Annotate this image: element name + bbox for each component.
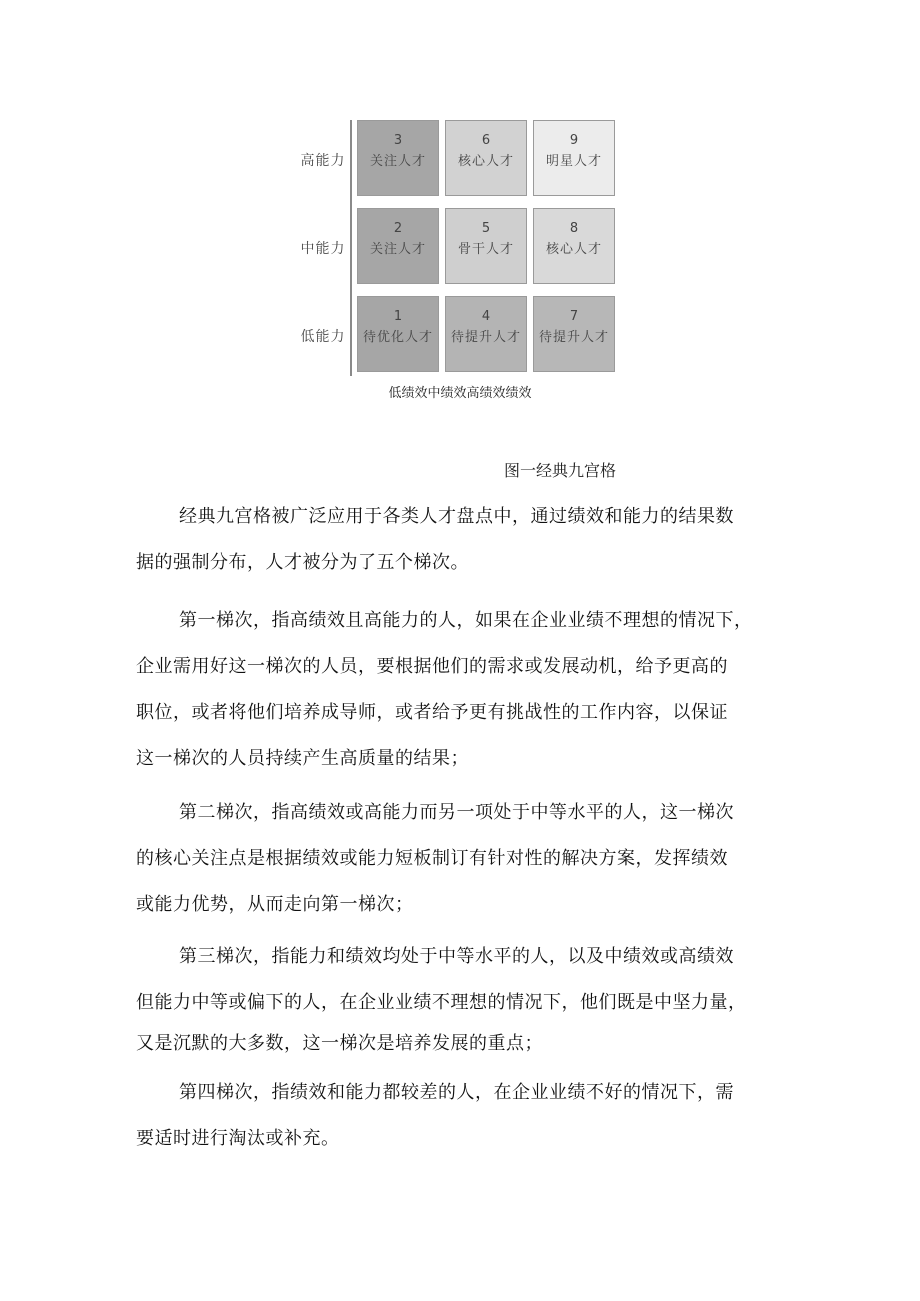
grid-cell xyxy=(533,120,615,196)
paragraph xyxy=(136,494,796,586)
grid-cell xyxy=(445,120,527,196)
y-label-low: 低能力 xyxy=(300,329,346,345)
cell-label: 关注人才 xyxy=(369,154,426,169)
paragraph-line: 要适时进行淘汰或补充。 xyxy=(136,1128,340,1149)
paragraph-line: 经典九宫格被广泛应用于各类人才盘点中，通过绩效和能力的结果数 xyxy=(179,506,734,527)
cell-number: 5 xyxy=(481,221,491,236)
paragraph-line: 第二梯次，指高绩效或高能力而另一项处于中等水平的人，这一梯次 xyxy=(179,802,734,823)
cell-number: 3 xyxy=(393,133,403,148)
paragraph-line: 第一梯次，指高绩效且高能力的人，如果在企业业绩不理想的情况下， xyxy=(179,610,753,631)
grid-cell xyxy=(445,208,527,284)
grid-cell xyxy=(533,296,615,372)
grid-cell xyxy=(357,208,439,284)
y-label-high: 高能力 xyxy=(300,153,346,169)
grid-cell xyxy=(357,120,439,196)
paragraph-line: 企业需用好这一梯次的人员，要根据他们的需求或发展动机，给予更高的 xyxy=(136,656,728,677)
cell-label: 骨干人才 xyxy=(457,242,514,257)
y-axis-line xyxy=(350,120,352,376)
cell-number: 2 xyxy=(393,221,403,236)
paragraph-line: 但能力中等或偏下的人，在企业业绩不理想的情况下，他们既是中坚力量， xyxy=(136,992,747,1013)
cell-number: 9 xyxy=(569,133,579,148)
y-label-mid: 中能力 xyxy=(300,241,346,257)
figure-caption: 图一经典九宫格 xyxy=(503,461,616,480)
grid-cell xyxy=(357,296,439,372)
paragraph-line: 又是沉默的大多数，这一梯次是培养发展的重点； xyxy=(136,1033,543,1054)
paragraph-line: 第三梯次，指能力和绩效均处于中等水平的人，以及中绩效或高绩效 xyxy=(179,946,734,967)
cell-number: 8 xyxy=(569,221,579,236)
paragraph-line: 或能力优势，从而走向第一梯次； xyxy=(136,894,414,915)
paragraph xyxy=(136,790,796,928)
paragraph-line: 据的强制分布，人才被分为了五个梯次。 xyxy=(136,552,469,573)
cell-label: 核心人才 xyxy=(545,242,602,257)
x-axis-label: 低绩效中绩效高绩效绩效 xyxy=(388,386,532,401)
cell-label: 关注人才 xyxy=(369,242,426,257)
grid-cell xyxy=(445,296,527,372)
cell-number: 4 xyxy=(481,309,491,324)
cell-label: 核心人才 xyxy=(457,154,514,169)
cell-label: 待提升人才 xyxy=(450,330,521,345)
cell-label: 待提升人才 xyxy=(538,330,609,345)
cell-number: 7 xyxy=(569,309,579,324)
paragraph-line: 的核心关注点是根据绩效或能力短板制订有针对性的解决方案，发挥绩效 xyxy=(136,848,728,869)
cell-label: 待优化人才 xyxy=(362,330,433,345)
paragraph-line: 职位，或者将他们培养成导师，或者给予更有挑战性的工作内容，以保证 xyxy=(136,702,728,723)
cell-number: 1 xyxy=(393,309,403,324)
grid-cell xyxy=(533,208,615,284)
paragraph-line: 这一梯次的人员持续产生高质量的结果； xyxy=(136,748,469,769)
cell-label: 明星人才 xyxy=(545,154,602,169)
paragraph xyxy=(136,598,796,782)
paragraph-line: 第四梯次，指绩效和能力都较差的人，在企业业绩不好的情况下，需 xyxy=(179,1082,734,1103)
cell-number: 6 xyxy=(481,133,491,148)
nine-box-figure xyxy=(0,0,920,410)
paragraph xyxy=(136,934,796,1062)
paragraph xyxy=(136,1070,796,1162)
